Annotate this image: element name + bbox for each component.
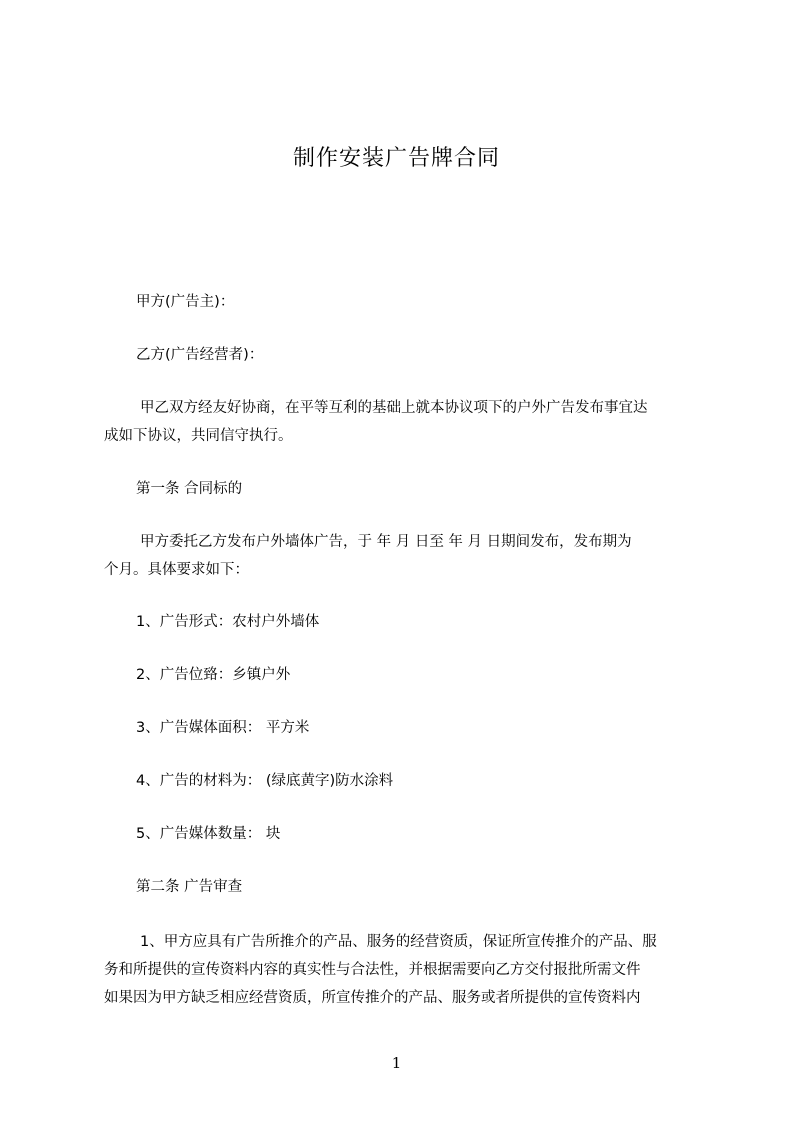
list-item-3: 3、广告媒体面积： 平方米 — [136, 720, 310, 736]
page-number: 1 — [391, 1054, 402, 1072]
article-2-heading: 第二条 广告审查 — [136, 879, 243, 895]
party-a-line: 甲方(广告主)： — [136, 294, 235, 310]
list-item-1: 1、广告形式：农村户外墙体 — [136, 614, 320, 630]
page-title: 制作安装广告牌合同 — [292, 146, 500, 171]
article-2-para-line-2: 务和所提供的宣传资料内容的真实性与合法性，并根据需要向乙方交付报批所需文件 — [104, 962, 641, 978]
article-1-para-line-2: 个月。具体要求如下： — [104, 562, 249, 578]
article-1-heading: 第一条 合同标的 — [136, 481, 243, 497]
list-item-4: 4、广告的材料为： (绿底黄字)防水涂料 — [136, 773, 394, 789]
list-item-5: 5、广告媒体数量： 块 — [136, 826, 281, 842]
article-2-para-line-1: 1、甲方应具有广告所推介的产品、服务的经营资质，保证所宣传推介的产品、服 — [140, 934, 657, 950]
article-1-para-line-1: 甲方委托乙方发布户外墙体广告，于 年 月 日至 年 月 日期间发布，发布期为 — [140, 534, 632, 550]
article-2-para-line-3: 如果因为甲方缺乏相应经营资质，所宣传推介的产品、服务或者所提供的宣传资料内 — [104, 990, 641, 1006]
party-b-line: 乙方(广告经营者)： — [136, 347, 264, 363]
list-item-2: 2、广告位臵：乡镇户外 — [136, 667, 291, 683]
intro-line-1: 甲乙双方经友好协商，在平等互利的基础上就本协议项下的户外广告发布事宜达 — [140, 400, 648, 416]
intro-line-2: 成如下协议，共同信守执行。 — [104, 428, 293, 444]
